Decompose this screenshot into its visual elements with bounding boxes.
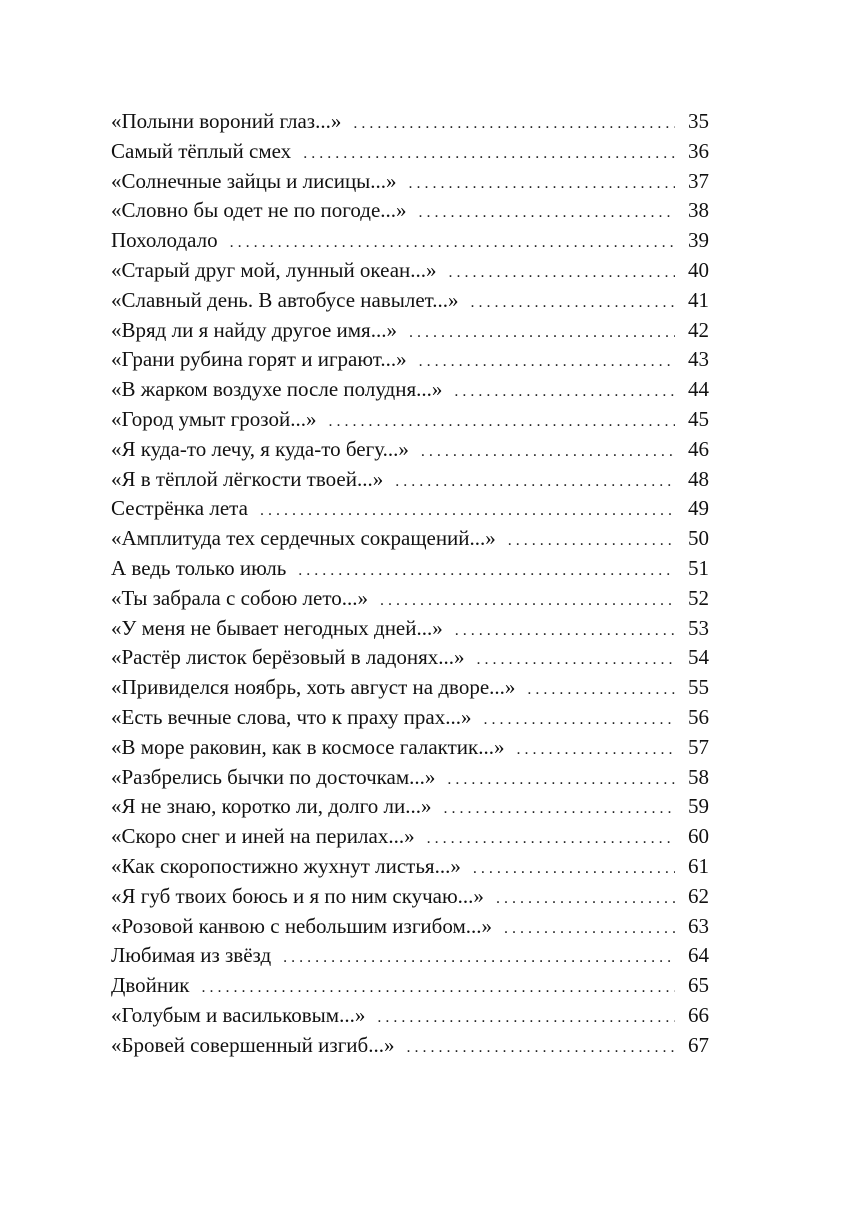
toc-entry bbox=[111, 169, 709, 199]
toc-entry-page-number: 56 bbox=[688, 704, 709, 729]
toc-entry bbox=[111, 407, 709, 437]
toc-entry bbox=[111, 1033, 709, 1063]
toc-entry-page-number: 45 bbox=[688, 406, 709, 431]
dot-leader bbox=[496, 890, 675, 908]
dot-leader bbox=[377, 1009, 675, 1027]
dot-leader bbox=[454, 383, 675, 401]
toc-entry-page-number: 58 bbox=[688, 764, 709, 789]
toc-entry-page-number: 37 bbox=[688, 168, 709, 193]
toc-entry bbox=[111, 139, 709, 169]
toc-entry-title: Сестрёнка лета bbox=[111, 496, 248, 521]
dot-leader bbox=[298, 562, 675, 580]
dot-leader bbox=[473, 860, 675, 878]
toc-entry-title: «Привиделся ноябрь, хоть август на дворе...» bbox=[111, 675, 516, 700]
toc-entry bbox=[111, 765, 709, 795]
toc-entry-page-number: 61 bbox=[688, 853, 709, 878]
toc-entry bbox=[111, 377, 709, 407]
toc-entry-page-number: 40 bbox=[688, 257, 709, 282]
dot-leader bbox=[455, 622, 675, 640]
dot-leader bbox=[303, 145, 675, 163]
toc-entry-title: Самый тёплый смех bbox=[111, 138, 292, 163]
toc-entry-title: «Есть вечные слова, что к праху прах...» bbox=[111, 704, 472, 729]
toc-entry-page-number: 53 bbox=[688, 615, 709, 640]
toc-entry-title: «Амплитуда тех сердечных сокращений...» bbox=[111, 526, 496, 551]
toc-entry-page-number: 66 bbox=[688, 1002, 709, 1027]
toc-entry-page-number: 52 bbox=[688, 585, 709, 610]
toc-entry bbox=[111, 735, 709, 765]
toc-entry-title: Двойник bbox=[111, 973, 190, 998]
toc-entry bbox=[111, 109, 709, 139]
toc-entry bbox=[111, 675, 709, 705]
dot-leader bbox=[516, 741, 675, 759]
toc-entry-title: «В море раковин, как в космосе галактик...» bbox=[111, 734, 505, 759]
toc-entry-title: «Как скоропостижно жухнут листья...» bbox=[111, 853, 461, 878]
toc-entry-title: «Разбрелись бычки по досточкам...» bbox=[111, 764, 436, 789]
toc-entry-page-number: 43 bbox=[688, 347, 709, 372]
toc-entry-page-number: 50 bbox=[688, 526, 709, 551]
toc-entry-page-number: 51 bbox=[688, 555, 709, 580]
toc-entry-title: «Бровей совершенный изгиб...» bbox=[111, 1032, 395, 1057]
toc-entry-page-number: 49 bbox=[688, 496, 709, 521]
toc-entry-page-number: 35 bbox=[688, 109, 709, 133]
dot-leader bbox=[406, 1039, 675, 1057]
toc-entry-page-number: 44 bbox=[688, 377, 709, 402]
toc-entry-page-number: 57 bbox=[688, 734, 709, 759]
toc-entry bbox=[111, 794, 709, 824]
toc-entry-title: «Солнечные зайцы и лисицы...» bbox=[111, 168, 397, 193]
toc-entry-title: «Я куда-то лечу, я куда-то бегу...» bbox=[111, 436, 409, 461]
toc-entry bbox=[111, 437, 709, 467]
dot-leader bbox=[353, 115, 675, 133]
toc-entry bbox=[111, 645, 709, 675]
toc-entry bbox=[111, 288, 709, 318]
dot-leader bbox=[443, 800, 675, 818]
toc-entry-title: «Грани рубина горят и играют...» bbox=[111, 347, 407, 372]
toc-entry-title: «В жарком воздухе после полудня...» bbox=[111, 377, 443, 402]
toc-entry bbox=[111, 318, 709, 348]
toc-entry bbox=[111, 616, 709, 646]
toc-entry-title: «Голубым и васильковым...» bbox=[111, 1002, 366, 1027]
toc-entry bbox=[111, 258, 709, 288]
toc-entry-title: «У меня не бывает негодных дней...» bbox=[111, 615, 443, 640]
toc-entry-title: «Я в тёплой лёгкости твоей...» bbox=[111, 466, 384, 491]
toc-entry-page-number: 63 bbox=[688, 913, 709, 938]
toc-entry-page-number: 64 bbox=[688, 943, 709, 968]
toc-entry-title: «Город умыт грозой...» bbox=[111, 406, 317, 431]
toc-entry-title: «Вряд ли я найду другое имя...» bbox=[111, 317, 397, 342]
dot-leader bbox=[230, 234, 675, 252]
toc-entry-title: «Словно бы одет не по погоде...» bbox=[111, 198, 407, 223]
toc-entry-title: Любимая из звёзд bbox=[111, 943, 272, 968]
toc-entry-title: А ведь только июль bbox=[111, 555, 287, 580]
toc-entry-page-number: 41 bbox=[688, 287, 709, 312]
toc-entry-title: «Славный день. В автобусе навылет...» bbox=[111, 287, 459, 312]
toc-entry bbox=[111, 586, 709, 616]
dot-leader bbox=[471, 294, 675, 312]
toc-entry bbox=[111, 973, 709, 1003]
toc-entry-page-number: 38 bbox=[688, 198, 709, 223]
toc-entry-title: «Я губ твоих боюсь и я по ним скучаю...» bbox=[111, 883, 484, 908]
dot-leader bbox=[419, 353, 675, 371]
toc-entry-title: «Я не знаю, коротко ли, долго ли...» bbox=[111, 794, 432, 819]
dot-leader bbox=[202, 979, 675, 997]
toc-entry bbox=[111, 824, 709, 854]
toc-entry bbox=[111, 526, 709, 556]
dot-leader bbox=[328, 413, 675, 431]
dot-leader bbox=[260, 502, 675, 520]
toc-entry bbox=[111, 467, 709, 497]
toc-entry bbox=[111, 1003, 709, 1033]
toc-entry-page-number: 62 bbox=[688, 883, 709, 908]
dot-leader bbox=[483, 711, 675, 729]
toc-entry-title: «Растёр листок берёзовый в ладонях...» bbox=[111, 645, 465, 670]
toc-entry-title: «Старый друг мой, лунный океан...» bbox=[111, 257, 437, 282]
toc-entry bbox=[111, 943, 709, 973]
toc-entry-page-number: 59 bbox=[688, 794, 709, 819]
toc-entry bbox=[111, 705, 709, 735]
dot-leader bbox=[419, 204, 675, 222]
toc-entry bbox=[111, 496, 709, 526]
table-of-contents bbox=[111, 109, 709, 1063]
toc-entry-title: Похолодало bbox=[111, 228, 218, 253]
dot-leader bbox=[449, 264, 676, 282]
toc-entry bbox=[111, 884, 709, 914]
toc-entry-page-number: 54 bbox=[688, 645, 709, 670]
dot-leader bbox=[527, 681, 675, 699]
toc-entry bbox=[111, 228, 709, 258]
toc-entry-page-number: 60 bbox=[688, 824, 709, 849]
dot-leader bbox=[504, 920, 675, 938]
dot-leader bbox=[409, 324, 675, 342]
toc-entry bbox=[111, 556, 709, 586]
dot-leader bbox=[508, 532, 675, 550]
dot-leader bbox=[409, 175, 675, 193]
toc-entry bbox=[111, 347, 709, 377]
dot-leader bbox=[421, 443, 675, 461]
toc-entry-title: «Ты забрала с собою лето...» bbox=[111, 585, 368, 610]
toc-entry bbox=[111, 198, 709, 228]
toc-entry-title: «Полыни вороний глаз...» bbox=[111, 109, 342, 133]
dot-leader bbox=[395, 473, 675, 491]
toc-entry bbox=[111, 854, 709, 884]
toc-entry-page-number: 46 bbox=[688, 436, 709, 461]
dot-leader bbox=[427, 830, 675, 848]
toc-entry-page-number: 36 bbox=[688, 138, 709, 163]
toc-entry-page-number: 39 bbox=[688, 228, 709, 253]
toc-entry-title: «Розовой канвою с небольшим изгибом...» bbox=[111, 913, 492, 938]
dot-leader bbox=[380, 592, 675, 610]
toc-entry bbox=[111, 914, 709, 944]
dot-leader bbox=[447, 771, 675, 789]
toc-entry-title: «Скоро снег и иней на перилах...» bbox=[111, 824, 415, 849]
toc-entry-page-number: 42 bbox=[688, 317, 709, 342]
dot-leader bbox=[283, 949, 675, 967]
toc-entry-page-number: 48 bbox=[688, 466, 709, 491]
toc-entry-page-number: 55 bbox=[688, 675, 709, 700]
toc-entry-page-number: 67 bbox=[688, 1032, 709, 1057]
dot-leader bbox=[477, 651, 676, 669]
toc-entry-page-number: 65 bbox=[688, 973, 709, 998]
